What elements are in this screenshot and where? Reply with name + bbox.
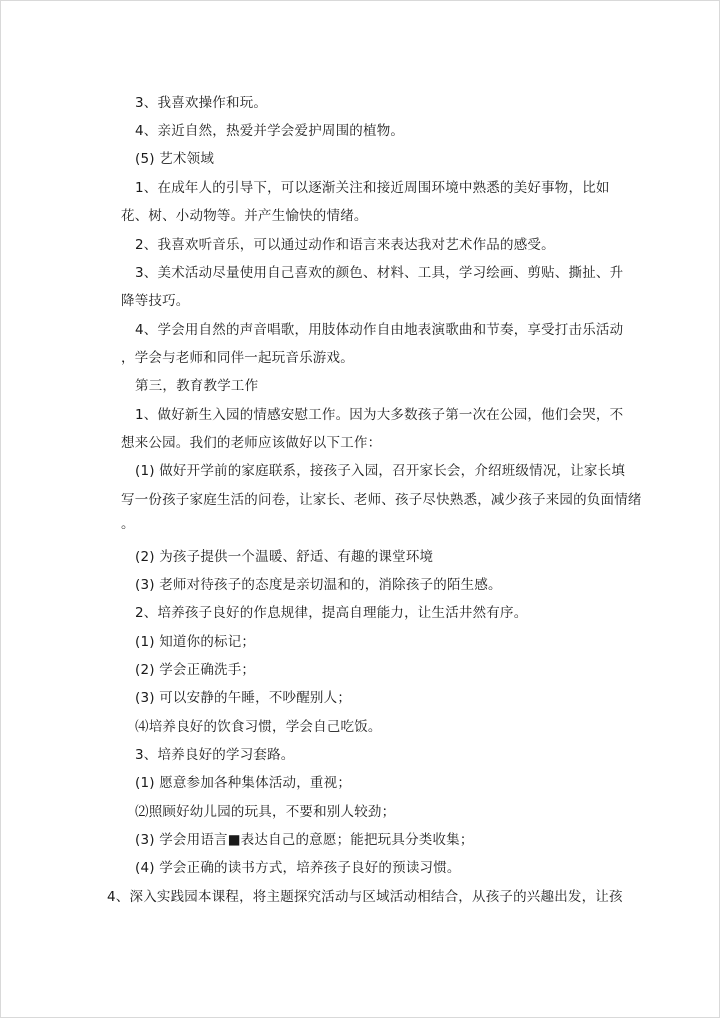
text-line: (1) 做好开学前的家庭联系，接孩子入园，召开家长会，介绍班级情况，让家长填 [135, 463, 626, 479]
text-line: ⑷培养良好的饮食习惯，学会自己吃饭。 [135, 719, 382, 735]
text-line: (1) 知道你的标记； [135, 634, 256, 650]
text-line: 。 [121, 516, 135, 532]
text-line: 想来公园。我们的老师应该做好以下工作： [121, 435, 382, 451]
text-line: 1、做好新生入园的情感安慰工作。因为大多数孩子第一次在公园，他们会哭，不 [135, 407, 624, 423]
text-line: 1、在成年人的引导下，可以逐渐关注和接近周围环境中熟悉的美好事物，比如 [135, 180, 610, 196]
text-line: (3) 老师对待孩子的态度是亲切温和的，消除孩子的陌生感。 [135, 577, 502, 593]
text-line: 4、亲近自然，热爱并学会爱护周围的植物。 [135, 123, 405, 139]
text-line: (2) 为孩子提供一个温暖、舒适、有趣的课堂环境 [135, 549, 434, 565]
text-line: 降等技巧。 [121, 293, 190, 309]
text-line: 3、美术活动尽量使用自己喜欢的颜色、材料、工具，学习绘画、剪贴、撕扯、升 [135, 265, 624, 281]
text-line: ，学会与老师和同伴一起玩音乐游戏。 [121, 350, 354, 366]
text-line: 4、学会用自然的声音唱歌，用肢体动作自由地表演歌曲和节奏，享受打击乐活动 [135, 322, 624, 338]
text-line: (4) 学会正确的读书方式，培养孩子良好的预读习惯。 [135, 860, 461, 876]
text-line: 2、培养孩子良好的作息规律，提高自理能力，让生活井然有序。 [135, 605, 528, 621]
text-line: 写一份孩子家庭生活的问卷，让家长、老师、孩子尽快熟悉，减少孩子来园的负面情绪 [121, 492, 642, 508]
text-line: ⑵照顾好幼儿园的玩具，不要和别人较劲； [135, 804, 396, 820]
text-line: (3) 学会用语言■表达自己的意愿；能把玩具分类收集； [135, 832, 474, 848]
text-line: (3) 可以安静的午睡，不吵醒别人； [135, 690, 352, 706]
text-line: 2、我喜欢听音乐，可以通过动作和语言来表达我对艺术作品的感受。 [135, 237, 555, 253]
text-line: 4、深入实践园本课程，将主题探究活动与区域活动相结合，从孩子的兴趣出发，让孩 [107, 889, 623, 905]
text-line: (2) 学会正确洗手； [135, 662, 256, 678]
text-line: 花、树、小动物等。并产生愉快的情绪。 [121, 208, 368, 224]
text-line: 3、培养良好的学习套路。 [135, 747, 295, 763]
text-line: (1) 愿意参加各种集体活动，重视； [135, 775, 352, 791]
text-line: 3、我喜欢操作和玩。 [135, 95, 268, 111]
section-heading: 第三，教育教学工作 [135, 378, 259, 394]
section-heading: (5) 艺术领域 [135, 151, 215, 167]
